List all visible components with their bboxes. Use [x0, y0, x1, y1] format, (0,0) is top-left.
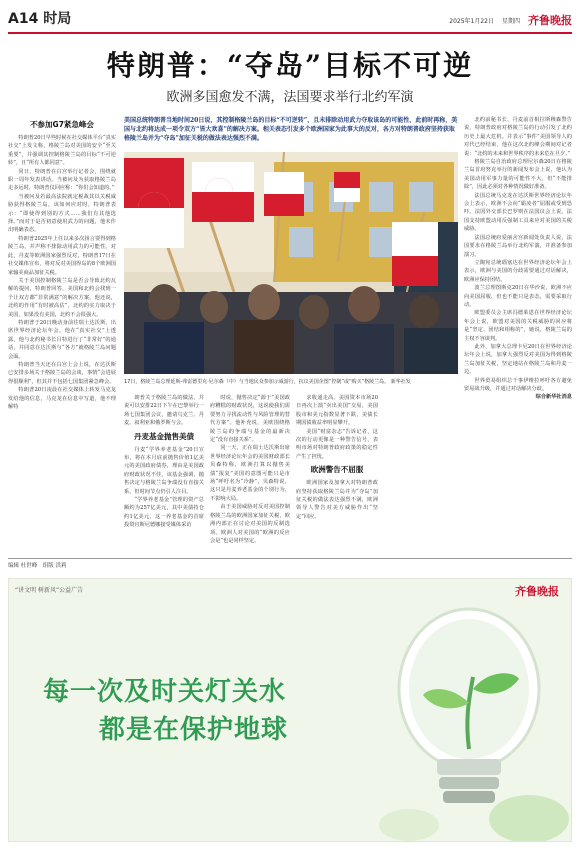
mid3-paragraph: 欧洲国家及加拿大对特朗普政府坚持获取格陵兰岛并为“夺岛”加征关税的做法表达强烈不满，欧洲领导人警告对美方威胁作出“坚定”回应。 — [296, 480, 378, 520]
left-paragraph: 同日，特朗普在白宫举行记者会，围绕就职一周年发表讲话。当被问及为获取格陵兰岛走多远时，特朗普仅回应称：“你们会知道的。” — [8, 168, 116, 192]
article-lede: 美国总统特朗普当地时间20日说，其控制格陵兰岛的目标“不可逆转”，且未排除动用武力夺取该岛的可能性，此前时再称，美国与北约将达成一项令双方“皆大欢喜”的解决方案。相关表态引发多个欧洲国家为此事大的反对，各方对特朗普政府坚持获取格陵兰岛并为“夺岛”加征关税的做法表达强烈不满。 — [124, 117, 458, 142]
right-paragraph: 格陵兰岛自治政府总理尼尔森20日在格陵兰岛首府努克举行的新闻发布会上说，他认为美国动用军事力量的可能性不大，但“不能排除”，因此必须对各种情况做好准备。 — [464, 159, 572, 191]
issue-date: 2025年1月22日 — [449, 17, 494, 25]
mid2-paragraph: 同一天，正在瑞士达沃斯出席世界经济论坛年会的美国财政部长贝森特称，欧洲打算以抛售美债“报复”美国的意图可能只是市场“呼吁名为“冷静”，贝森特说，这只是丹麦养老基金的个别行为，不影响大局。 — [210, 445, 290, 502]
right-paragraph: 此外，加拿大总理卡尼20日在世界经济论坛年会上说，加拿大强烈反对美国为得到格陵兰岛加征关税，坚定地站在格陵兰岛和丹麦一边。 — [464, 343, 572, 376]
right-paragraph: 法国总统马克龙在达沃斯世界经济论坛年会上表示，欧洲不会向“霸凌者”屈服或受到恐吓。法国外交部长巴罗则在法国议会上说，法国支持欧盟动用反强制工具来应对美国的关税威胁。 — [464, 192, 572, 233]
left-paragraph: 特朗普当天还在白宫上会上说，在达沃斯已安排多场关于格陵兰岛的会谈，事情“会进展得很顺利”，但其并不包括七国集团紧急峰会。 — [8, 361, 116, 385]
left-column — [8, 116, 116, 554]
ad-header: “讲文明 树新风”公益广告 — [15, 587, 84, 594]
mid3-heading: 欧洲警告不屈服 — [310, 465, 364, 475]
masthead-meta — [449, 12, 572, 28]
ad-brand: 齐鲁晚报 — [515, 585, 559, 598]
left-paragraph: 特朗普于20日晚动身前往瑞士达沃斯，出席世界经济论坛年会。他在“真实社交”上透露，他与北约秘书长吕特进行了“非常好”的通话，并同意在达沃斯与“各方”就格陵兰岛问题会面。 — [8, 319, 116, 360]
right-paragraph: 北约前秘书长、丹麦前首相拉斯穆森警告说，特朗普政府对格陵兰岛的行动引发了北约历史上最大危机。并表示“事件”美国领导人的对代已经结束，他在这次北约峰会期间对记者说：“北约的未来和世界秩序的未来危在旦夕。” — [464, 117, 572, 157]
left-paragraph: 特朗普20日早些时候在社交媒体平台“真实社交”上发文称，格陵兰岛对美国的安全“至关重要”，并强调其控制格陵兰岛的目标“不可逆转”，且“所有人都同意”。 — [8, 135, 116, 167]
mid1-paragraph: 丹麦“学界养老基金”20日宣布，将在本月底前抛售价值1亿美元的美国政府债券，理由是美国政府财政状况不佳，该基金强调，抛售决定与格陵兰岛争端没有直接关系，但时间节点仍引人注目。 — [124, 446, 204, 495]
right-paragraph: 立陶宛总统瑙塞达在世界经济论坛年会上表示，欧洲与美国的分歧需要通过对话解决，欧洲应保持团结。 — [464, 259, 572, 283]
section-label — [8, 8, 71, 28]
right-paragraph: 波兰总理图斯克20日在华沙说，欧洲不应向美国屈服，但也不能只是表态，需要采取行动。 — [464, 285, 572, 308]
public-service-ad — [8, 578, 572, 842]
left-paragraph: 特朗普2025年上任以来多次扬言要得到格陵兰岛，并声称不排除动用武力的可能性。对此，丹麦等欧洲国家强烈反对，特朗普17日在社交媒体宣布，将对反对美国得岛的8个欧洲国家输美商品加征关税。 — [8, 235, 116, 276]
caption-credit: 新华社发 — [390, 379, 411, 385]
mid3-paragraph: 求收通走高。美国资本市场20日再次上演“卖出美国”交易，美国股市和美元指数显著下跌，美债长期国债收益率明显攀升。 — [296, 395, 378, 427]
mid3-paragraph: 美国“财富杂志”告诉记者，这次的行动更像是一种警告信号，表明市场对特朗普政府政策的稳定性产生了担忧。 — [296, 428, 378, 460]
article-subheadline: 欧洲多国愈发不满，法国要求举行北约军演 — [166, 90, 414, 105]
left-paragraph: 当被问及若最高法院就定税裁其以关税威胁获得格陵兰岛，该如何应对时，特朗普表示：“即使得到别的方式……我们有其他选择。”而对于是否初意使用武力的问题，他未作出明确表态。 — [8, 193, 116, 234]
page-number: A14 — [8, 11, 39, 27]
photo-caption — [124, 378, 458, 385]
article-headline: 特朗普：“夺岛”目标不可逆 — [106, 49, 474, 82]
right-paragraph: 欧盟委员会主席冯德莱恩在世界经济论坛年会上说，欧盟对美国的关税威胁的回应将是“坚定、团结和相称的”，她说，格陵兰岛的主权不容谈判。 — [464, 310, 572, 342]
ad-slogan-line-2: 都是在保护地球 — [99, 715, 289, 745]
protest-photo-illustration — [124, 152, 458, 374]
mid-column-1 — [124, 394, 204, 554]
mid1-paragraph: 朗普关于格陵兰岛的做法，并说可以安排22日下午在巴黎举行一场七国集团会议，邀请乌克兰、丹麦、叙利亚和俄罗斯与会。 — [124, 395, 204, 427]
mid1-paragraph: “学界养老基金”管理的资产总额约为257亿美元，其中美债持仓约1亿美元，这一养老基金的首席投资官斯尼德娜接受媒体采访 — [124, 497, 204, 529]
caption-text: 17日，格陵兰岛总理延斯-弗雷德里克·尼尔森（中）与当地民众参加示威游行，抗议美国企图“控制”或“购买”格陵兰岛。 — [124, 379, 390, 385]
left-column-heading: 不参加G7紧急峰会 — [30, 120, 94, 129]
mid2-paragraph: 时说，抛售决定“源于”美国政府糟糕的财政状况，这说使我们需要努力寻找流动性与风险管理的替代方案”。他补充说，美欧围绕格陵兰岛的争端与基金的最新决定“没有直接关系”。 — [210, 395, 290, 444]
mid1-heading: 丹麦基金抛售美债 — [134, 431, 194, 441]
right-paragraph: 世界贸易组织总干事伊维拉呼吁各方避免贸易战升级，并通过对话解决分歧。 — [464, 377, 572, 392]
article-credit: 综合新华社消息 — [535, 394, 572, 401]
left-paragraph: 特朗普20日凌晨在社交媒体上转发马克龙发给他的信息，马克龙在信息中写道，他不理解特 — [8, 387, 116, 410]
newspaper-brand: 齐鲁晚报 — [528, 14, 572, 27]
lightbulb-plant-icon — [369, 599, 569, 842]
left-paragraph: 关于美国控制格陵兰岛是否会导致北约瓦解的提问，特朗普回答，美国和北约会找到一个让双方都“非常满意”的解决方案。他还说，北约的作用“有时被高估”，北约的实力取决于美国，如果没有美国，北约不会很强大。 — [8, 277, 116, 318]
news-photo — [124, 152, 458, 374]
ad-slogan-line-1: 每一次及时关灯关水 — [43, 677, 287, 707]
right-paragraph: 法国总统府爱丽舍宫新闻处负责人说，法国要求在格陵兰岛举行北约军演，并准备参加演习。 — [464, 234, 572, 258]
issue-weekday: 星期四 — [501, 17, 520, 25]
section-name: 时局 — [43, 11, 72, 27]
mid-column-3 — [296, 394, 378, 554]
editor-credits: 编辑 杜世峰 组版 洪莉 — [8, 558, 572, 569]
mid-column-2 — [210, 394, 290, 554]
masthead — [8, 6, 572, 34]
right-column — [464, 116, 572, 554]
mid2-paragraph: 由于美国威胁对反对美国控制格陵兰岛的欧洲国家加征关税，欧洲内部正在讨论对美国的反制选项。欧洲人对美国的“欧洲的反应会是”也是同样坚定。 — [210, 504, 290, 544]
